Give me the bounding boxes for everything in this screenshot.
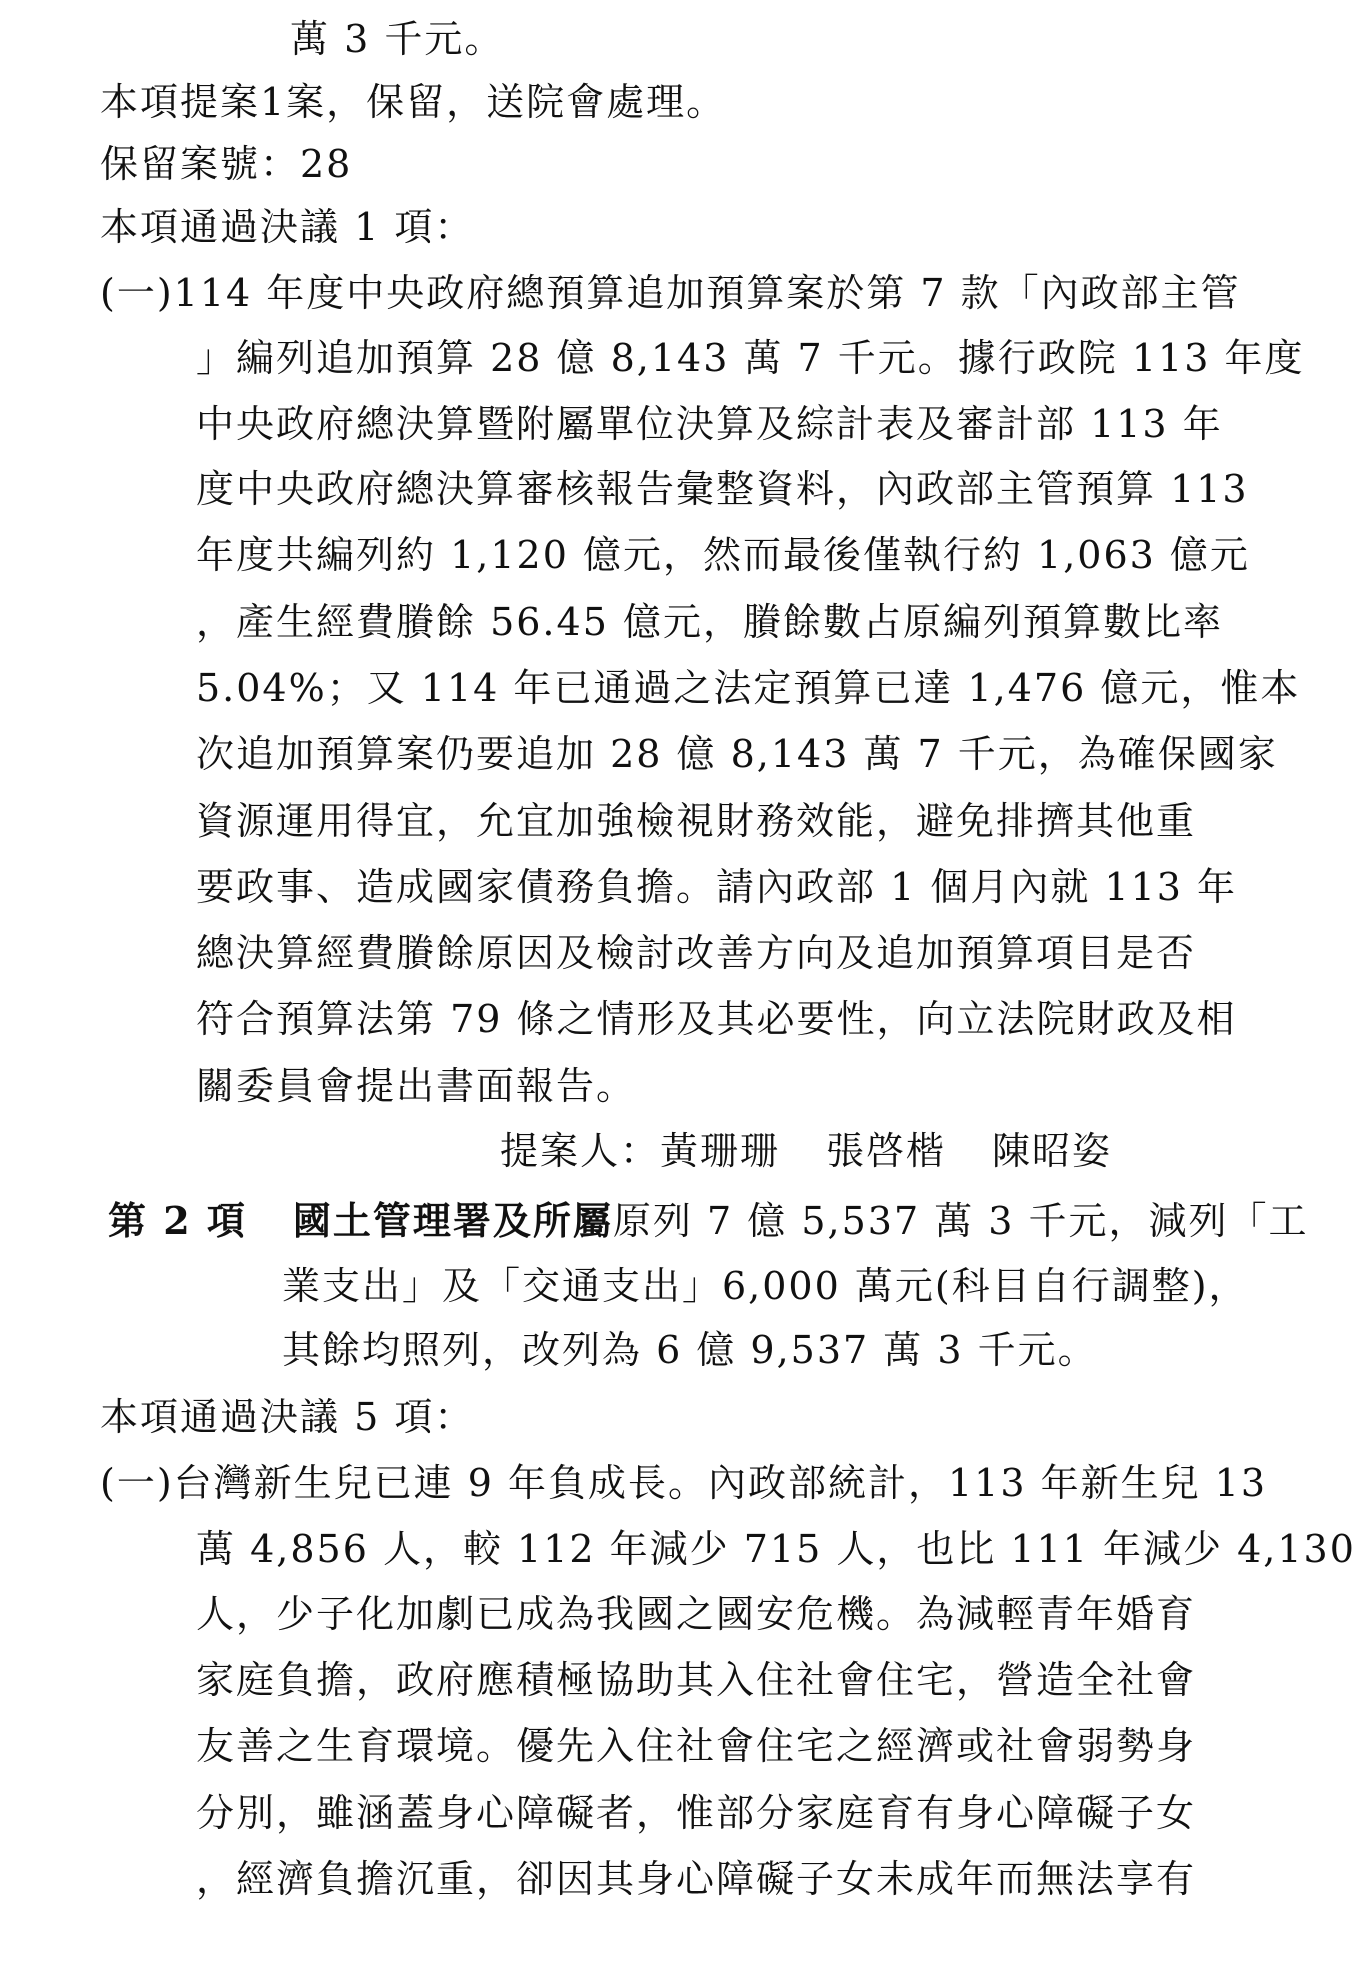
resolution-1-line-9: 資源運用得宜，允宜加強檢視財務效能，避免排擠其他重: [196, 799, 1197, 843]
proposers-label: 提案人：: [500, 1129, 661, 1173]
proposers: [500, 1129, 1113, 1173]
resolution-1-line-5: 年度共編列約 1,120 億元，然而最後僅執行約 1,063 億元: [196, 533, 1250, 577]
resolution-1-line-10: 要政事、造成國家債務負擔。請內政部 1 個月內就 113 年: [196, 865, 1238, 909]
resolution-1-line-4: 度中央政府總決算審核報告彙整資料，內政部主管預算 113: [196, 467, 1249, 511]
resolution-2-line-4: 家庭負擔，政府應積極協助其入住社會住宅，營造全社會: [196, 1658, 1197, 1702]
text-line-reserved-case-number: 保留案號：28: [100, 142, 353, 186]
proposer-name: 黃珊珊: [660, 1129, 781, 1173]
text-line-resolution-count: 本項通過決議 1 項：: [100, 205, 475, 249]
item-2-line-3: 其餘均照列，改列為 6 億 9,537 萬 3 千元。: [282, 1328, 1098, 1372]
resolution-1-line-13: 關委員會提出書面報告。: [196, 1064, 637, 1108]
resolution-2-line-5: 友善之生育環境。優先入住社會住宅之經濟或社會弱勢身: [196, 1724, 1197, 1768]
item-2-number: 第 2 項: [108, 1198, 247, 1243]
resolution-2-line-1: (一)台灣新生兒已連 9 年負成長。內政部統計，113 年新生兒 13: [100, 1461, 1268, 1505]
item-2-line-2: 業支出」及「交通支出」6,000 萬元(科目自行調整)，: [282, 1264, 1249, 1308]
resolution-2-line-6: 分別，雖涵蓋身心障礙者，惟部分家庭育有身心障礙子女: [196, 1791, 1197, 1835]
resolution-1-line-7: 5.04%；又 114 年已通過之法定預算已達 1,476 億元，惟本: [196, 666, 1301, 710]
resolution-1-line-1: (一)114 年度中央政府總預算追加預算案於第 7 款「內政部主管: [100, 271, 1241, 315]
proposer-name: 張啓楷: [826, 1129, 947, 1173]
resolution-1-line-6: ，產生經費賸餘 56.45 億元，賸餘數占原編列預算數比率: [196, 600, 1223, 644]
resolution-2-line-2: 萬 4,856 人，較 112 年減少 715 人，也比 111 年減少 4,130: [196, 1527, 1356, 1571]
item-2-unit: 國土管理署及所屬: [292, 1198, 613, 1243]
resolution-1-line-12: 符合預算法第 79 條之情形及其必要性，向立法院財政及相: [196, 997, 1237, 1041]
resolution-1-line-11: 總決算經費賸餘原因及檢討改善方向及追加預算項目是否: [196, 931, 1197, 975]
item-2-heading-line: [108, 1198, 1309, 1243]
proposer-name: 陳昭姿: [992, 1129, 1113, 1173]
text-line-resolution-count-2: 本項通過決議 5 項：: [100, 1395, 475, 1439]
resolution-1-line-8: 次追加預算案仍要追加 28 億 8,143 萬 7 千元，為確保國家: [196, 732, 1278, 776]
resolution-1-line-2: 」編列追加預算 28 億 8,143 萬 7 千元。據行政院 113 年度: [196, 336, 1305, 380]
resolution-2-line-3: 人，少子化加劇已成為我國之國安危機。為減輕青年婚育: [196, 1592, 1197, 1636]
text-line-proposal-count: 本項提案1案，保留，送院會處理。: [100, 80, 727, 124]
item-2-text: 原列 7 億 5,537 萬 3 千元，減列「工: [612, 1199, 1309, 1243]
text-line-continuation: 萬 3 千元。: [290, 17, 505, 61]
resolution-1-line-3: 中央政府總決算暨附屬單位決算及綜計表及審計部 113 年: [196, 402, 1223, 446]
resolution-2-line-7: ，經濟負擔沉重，卻因其身心障礙子女未成年而無法享有: [196, 1857, 1197, 1901]
